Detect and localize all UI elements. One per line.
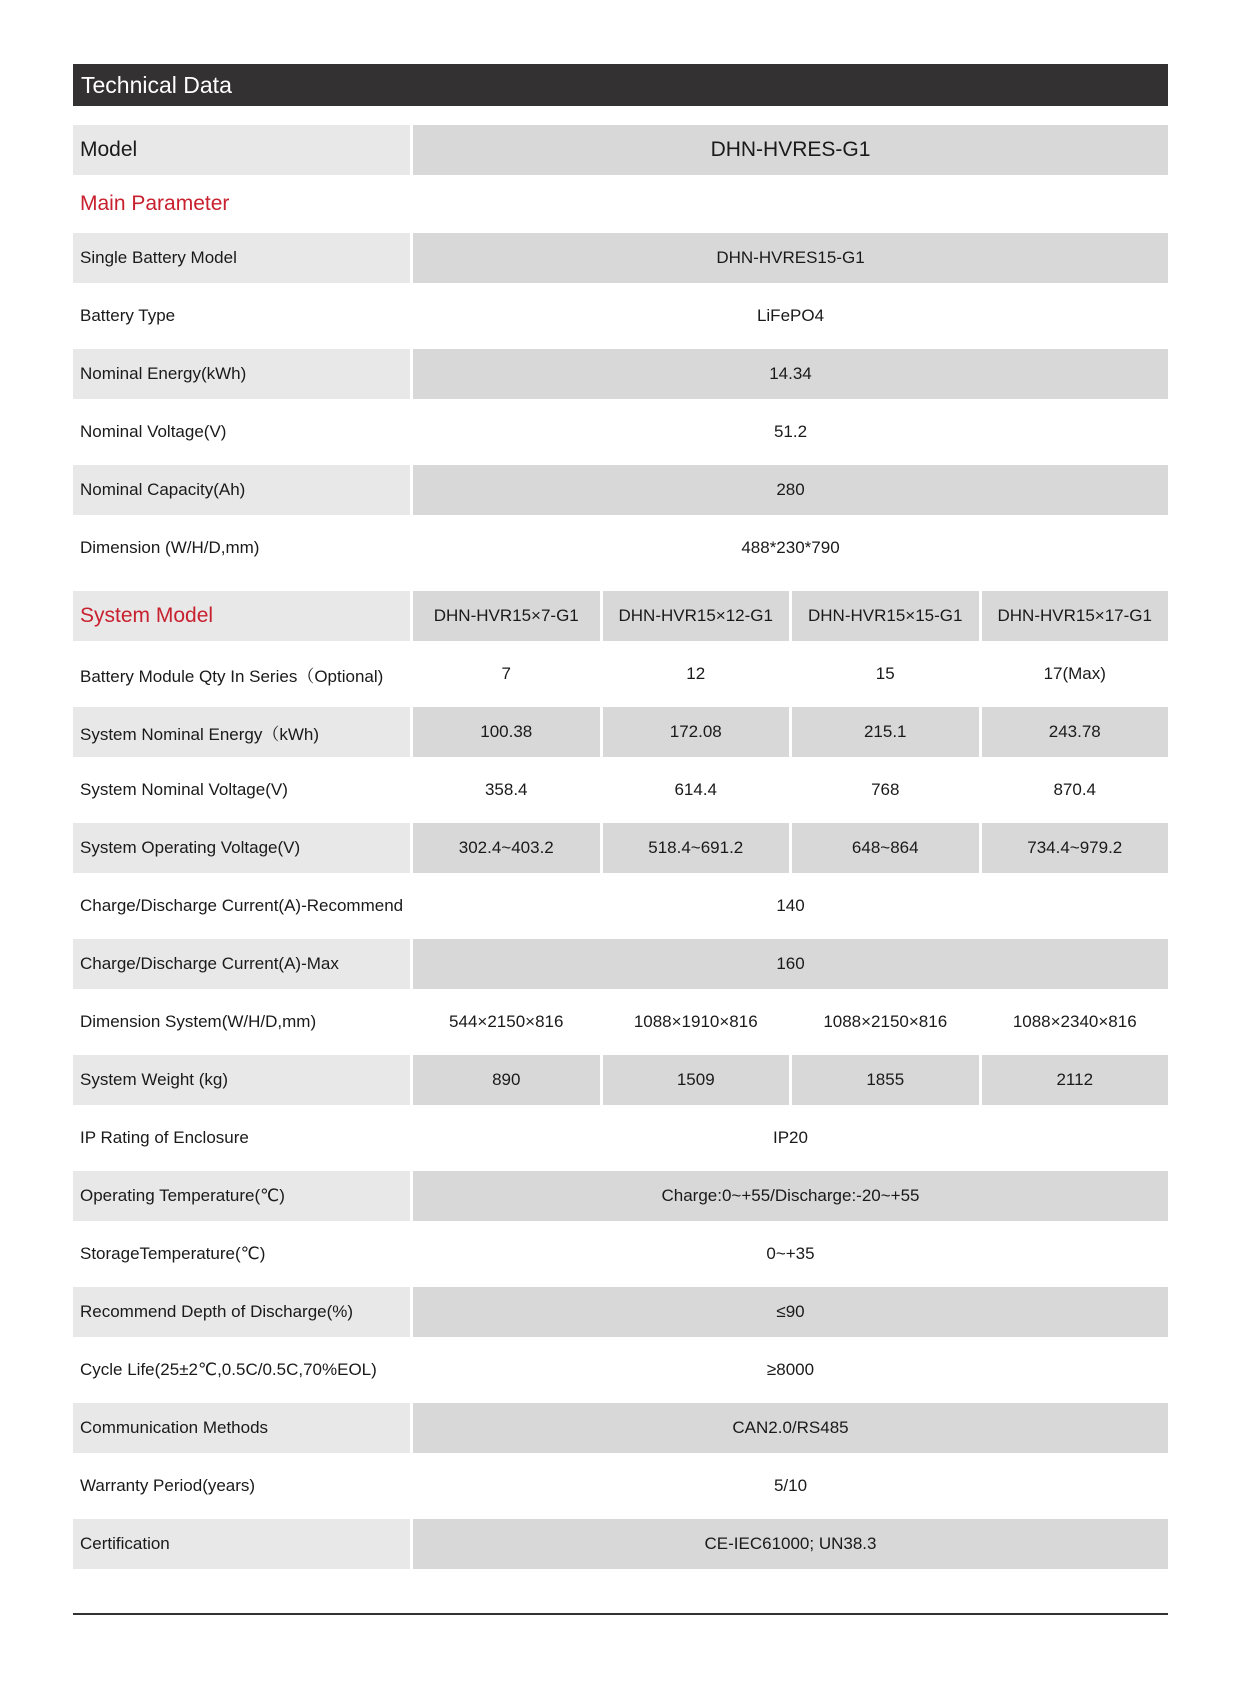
table-row: [73, 1345, 1168, 1395]
system-model-column: DHN-HVR15×15-G1: [792, 591, 979, 641]
cell-value: 648~864: [792, 823, 979, 873]
cell-value: 302.4~403.2: [413, 823, 600, 873]
row-value: ≥8000: [766, 1360, 815, 1379]
table-row: [73, 1287, 1168, 1337]
system-model-column: DHN-HVR15×12-G1: [603, 591, 790, 641]
cell-value: 734.4~979.2: [982, 823, 1169, 873]
row-value: 0~+35: [766, 1244, 815, 1263]
cell-value: 358.4: [484, 780, 528, 799]
cell-value: 15: [875, 664, 895, 683]
table-row: [73, 649, 1168, 699]
row-value: Charge:0~+55/Discharge:-20~+55: [413, 1171, 1168, 1221]
model-row: [73, 125, 1168, 175]
technical-data-sheet: [73, 64, 1168, 1569]
cell-value: 614.4: [674, 780, 718, 799]
cell-value: 17(Max): [1043, 664, 1106, 683]
cell-value: 172.08: [603, 707, 790, 757]
row-label: System Operating Voltage(V): [73, 823, 410, 873]
table-row: [73, 823, 1168, 873]
row-label: Recommend Depth of Discharge(%): [73, 1287, 410, 1337]
table-row: [73, 997, 1168, 1047]
row-label: Nominal Energy(kWh): [73, 349, 410, 399]
section-header: Technical Data: [73, 64, 1168, 106]
table-row: [73, 291, 1168, 341]
system-model-title: System Model: [73, 591, 410, 641]
cell-value: 7: [501, 664, 511, 683]
cell-value: 518.4~691.2: [603, 823, 790, 873]
row-label: Operating Temperature(℃): [73, 1171, 410, 1221]
cell-value: 890: [413, 1055, 600, 1105]
row-label: Dimension System(W/H/D,mm): [80, 1012, 317, 1031]
cell-value: 768: [871, 780, 900, 799]
table-row: [73, 1403, 1168, 1453]
row-label: Battery Type: [80, 306, 176, 325]
row-label: Cycle Life(25±2℃,0.5C/0.5C,70%EOL): [80, 1360, 377, 1379]
row-label: Communication Methods: [73, 1403, 410, 1453]
row-value: LiFePO4: [756, 306, 825, 325]
row-value: 140: [776, 896, 805, 915]
bottom-divider: [73, 1613, 1168, 1615]
row-value: CAN2.0/RS485: [413, 1403, 1168, 1453]
model-value: DHN-HVRES-G1: [413, 125, 1168, 175]
system-model-column: DHN-HVR15×7-G1: [413, 591, 600, 641]
row-value: 51.2: [773, 422, 808, 441]
cell-value: 1088×1910×816: [633, 1012, 758, 1031]
table-row: [73, 881, 1168, 931]
row-label: System Nominal Voltage(V): [80, 780, 288, 799]
row-value: ≤90: [413, 1287, 1168, 1337]
row-value: 160: [413, 939, 1168, 989]
table-row: [73, 465, 1168, 515]
main-parameter-title: Main Parameter: [80, 192, 230, 215]
row-label: StorageTemperature(℃): [80, 1244, 266, 1263]
row-label: Charge/Discharge Current(A)-Max: [73, 939, 410, 989]
row-value: 488*230*790: [741, 538, 840, 557]
model-label: Model: [73, 125, 410, 175]
row-label: Certification: [73, 1519, 410, 1569]
row-label: System Nominal Energy（kWh): [73, 707, 410, 757]
table-row: [73, 407, 1168, 457]
row-label: Nominal Voltage(V): [80, 422, 227, 441]
cell-value: 215.1: [792, 707, 979, 757]
cell-value: 1088×2150×816: [823, 1012, 948, 1031]
table-row: [73, 1519, 1168, 1569]
cell-value: 2112: [982, 1055, 1169, 1105]
system-model-column: DHN-HVR15×17-G1: [982, 591, 1169, 641]
row-value: CE-IEC61000; UN38.3: [413, 1519, 1168, 1569]
row-value: 14.34: [413, 349, 1168, 399]
table-row: [73, 765, 1168, 815]
cell-value: 243.78: [982, 707, 1169, 757]
row-label: Battery Module Qty In Series（Optional): [80, 666, 384, 686]
row-value: 280: [413, 465, 1168, 515]
row-value: 5/10: [773, 1476, 808, 1495]
row-label: System Weight (kg): [73, 1055, 410, 1105]
table-row: [73, 707, 1168, 757]
row-label: IP Rating of Enclosure: [80, 1128, 249, 1147]
row-value: DHN-HVRES15-G1: [413, 233, 1168, 283]
table-row: [73, 233, 1168, 283]
table-row: [73, 1171, 1168, 1221]
table-row: [73, 523, 1168, 573]
table-row: [73, 1461, 1168, 1511]
table-row: [73, 939, 1168, 989]
row-value: IP20: [773, 1128, 808, 1147]
system-model-header-row: [73, 591, 1168, 641]
cell-value: 544×2150×816: [449, 1012, 564, 1031]
table-row: [73, 1229, 1168, 1279]
cell-value: 12: [686, 664, 706, 683]
row-label: Nominal Capacity(Ah): [73, 465, 410, 515]
cell-value: 100.38: [413, 707, 600, 757]
cell-value: 1088×2340×816: [1012, 1012, 1137, 1031]
table-row: [73, 1055, 1168, 1105]
cell-value: 1509: [603, 1055, 790, 1105]
row-label: Charge/Discharge Current(A)-Recommend: [80, 896, 404, 915]
table-row: [73, 349, 1168, 399]
row-label: Warranty Period(years): [80, 1476, 256, 1495]
row-label: Single Battery Model: [73, 233, 410, 283]
table-row: [73, 1113, 1168, 1163]
cell-value: 870.4: [1053, 780, 1097, 799]
row-label: Dimension (W/H/D,mm): [80, 538, 260, 557]
cell-value: 1855: [792, 1055, 979, 1105]
